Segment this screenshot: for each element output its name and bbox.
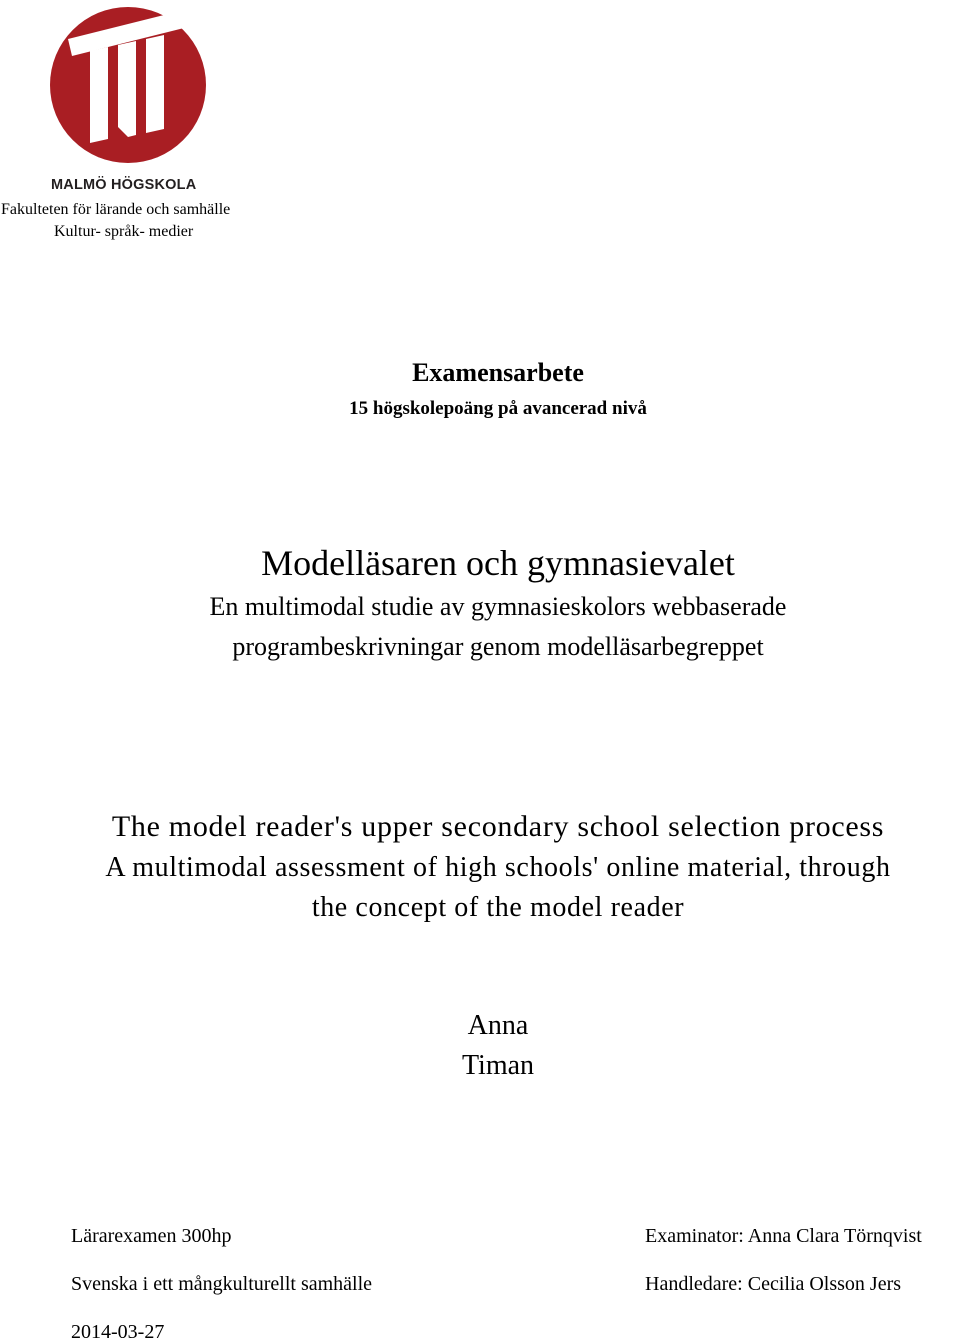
logo-wordmark: MALMÖ HÖGSKOLA	[51, 177, 197, 193]
logo-middle-column	[118, 41, 136, 137]
swedish-subtitle-line1: En multimodal studie av gymnasieskolors webbaserade	[209, 592, 787, 621]
swedish-title: Modelläsaren och gymnasievalet	[261, 543, 735, 583]
english-subtitle-line1: A multimodal assessment of high schools' online material, through	[105, 852, 891, 883]
logo-left-column	[90, 47, 108, 143]
exam-title: Examensarbete	[412, 358, 584, 387]
degree-program: Lärarexamen 300hp	[71, 1225, 232, 1247]
author-first-name: Anna	[467, 1010, 529, 1041]
faculty-name: Fakulteten för lärande och samhälle	[1, 201, 231, 218]
author-last-name: Timan	[461, 1050, 535, 1081]
course-name: Svenska i ett mångkulturellt samhälle	[71, 1273, 373, 1295]
examiner: Examinator: Anna Clara Törnqvist	[645, 1225, 922, 1247]
english-title: The model reader's upper secondary school selection process	[111, 810, 885, 843]
malmo-hogskola-emblem-icon	[50, 5, 210, 165]
university-logo	[50, 5, 210, 195]
english-subtitle-line2: the concept of the model reader	[311, 892, 685, 923]
logo-right-column	[146, 35, 164, 133]
subject-area: Kultur- språk- medier	[54, 223, 194, 240]
submission-date: 2014-03-27	[71, 1321, 165, 1343]
exam-credits: 15 högskolepoäng på avancerad nivå	[349, 398, 647, 419]
swedish-subtitle-line2: programbeskrivningar genom modelläsarbegreppet	[232, 632, 764, 661]
supervisor: Handledare: Cecilia Olsson Jers	[645, 1273, 902, 1295]
